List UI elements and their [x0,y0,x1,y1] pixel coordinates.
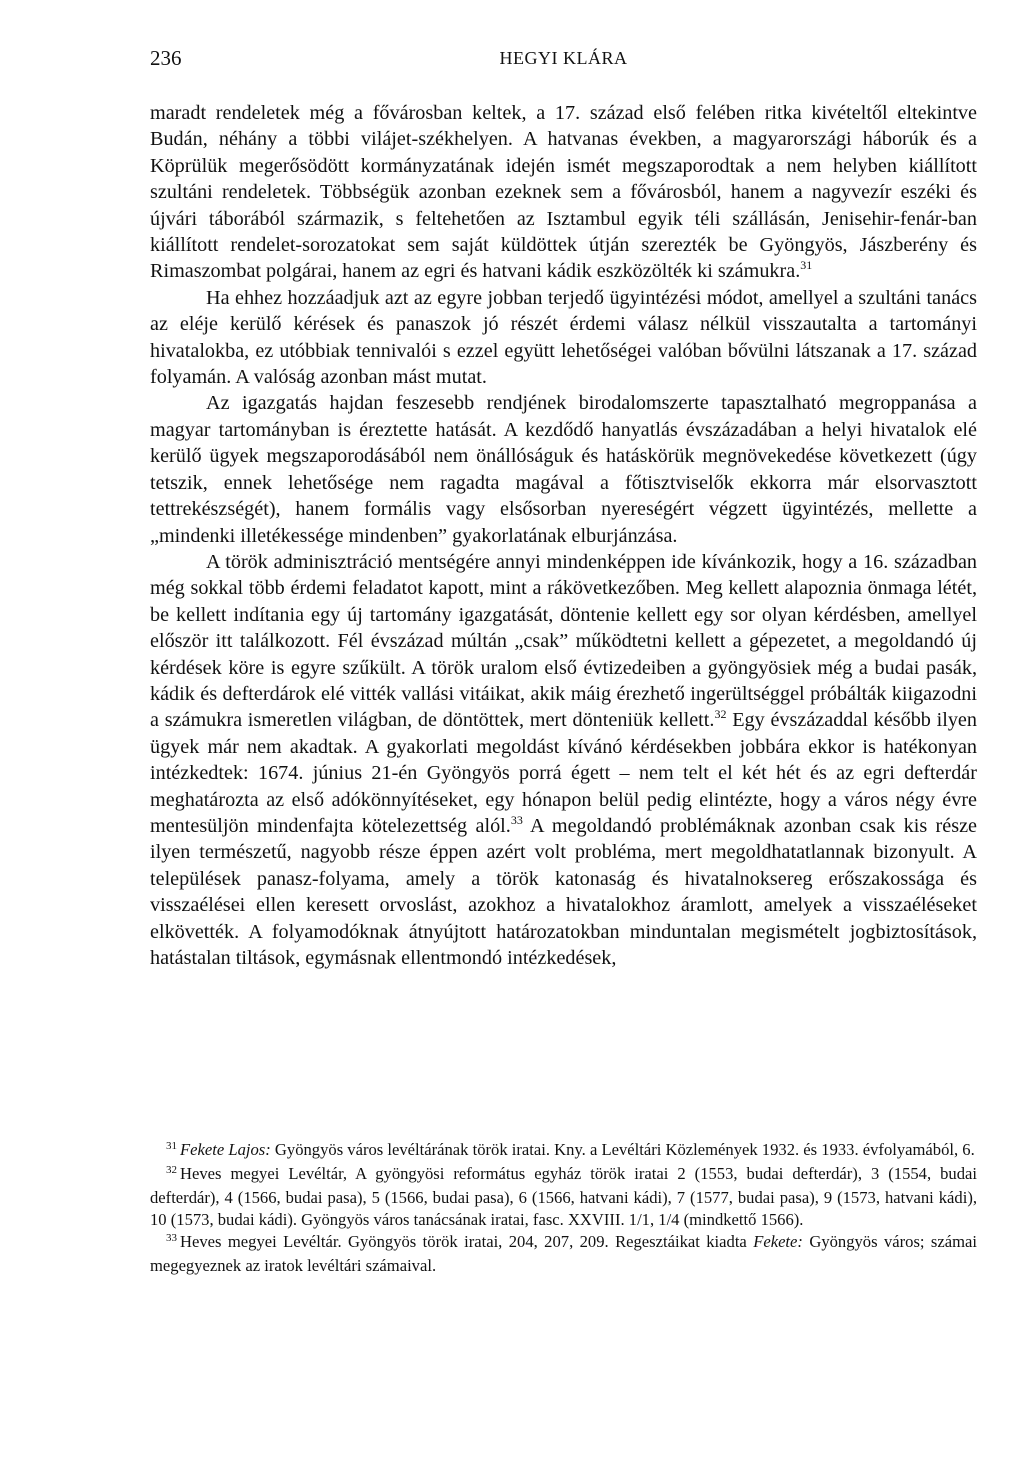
footnote-text: Gyöngyös város levéltárának török iratai. Kny. a Levéltári Közlemények 1932. és 1933. évfolyamából, 6. [270,1140,975,1159]
paragraph-text: Az igazgatás hajdan feszesebb rendjének birodalomszerte tapasztalható megroppanása a magyar tartományban is éreztette hatását. A kezdődő hanyatlás évszázadában a helyi hivatalok elé kerülő ügyek megszaporodásából nem önállóságuk és hatáskörük megnövekedése következett (úgy tetszik, ennek lehetősége nem ragadta magával a főtisztviselők ekkorra már elsorvasztott tettrekészségét), hanem formális vagy elsősorban nyereségért végzett ügyintézés, mellette a „mindenki illetékessége mindenben” gyakorlatának elburjánzása. [150,392,977,547]
footnote-author: Fekete: [753,1232,803,1251]
footnote-text: Heves megyei Levéltár, A gyöngyösi református egyház török iratai 2 (1553, budai defterdár), 3 (1554, budai defterdár), 4 (1566, budai pasa), 5 (1566, budai pasa), 6 (1566, hatvani kádi), 7 (1577, budai pasa), 9 (1573, hatvani kádi), 10 (1573, budai kádi). Gyöngyös város tanácsának iratai, fasc. XXVIII. 1/1, 1/4 (mindkettő 1566). [150,1164,977,1229]
footnote [150,1139,977,1163]
footnote-reference: 32 [714,707,727,722]
footnote-number: 31 [166,1140,177,1152]
footnote-reference: 33 [510,812,523,827]
paragraph-text: Ha ehhez hozzáadjuk azt az egyre jobban terjedő ügyintézési módot, amellyel a szultáni tanács az eléje kerülő kérések és panaszok jó részét érdemi válasz nélkül visszautalta a tartományi hivatalokba, ez utóbbiak tennivalói s ezzel együtt lehetőségei valóban bővülni látszanak a 17. század folyamán. A valóság azonban mást mutat. [150,286,977,389]
footnote-text: Heves megyei Levéltár. Gyöngyös török iratai, 204, 207, 209. Regesztáikat kiadta [180,1232,754,1251]
footnote-reference: 31 [800,258,813,273]
paragraph [150,549,977,972]
footnote-number: 32 [166,1164,177,1176]
paragraph [150,285,977,391]
footnotes [150,1139,977,1277]
body-text [150,100,977,971]
paragraph-text: A török adminisztráció mentségére annyi mindenképpen ide kívánkozik, hogy a 16. században még sokkal több érdemi feladatot kapott, mint a rákövetkezőben. Meg kellett alapoznia önmaga létét, be kellett indítania egy új tartomány igazgatását, döntenie kellett egy sor olyan kérdésben, amellyel először itt találkozott. Fél évszázad múltán „csak” működtetni kellett a gépezetet, a megoldandó új kérdések köre is egyre szűkült. A török uralom első évtizedeiben a gyöngyösiek még a budai pasák, kádik és defterdárok elé vitték vallási vitáikat, akik máig érezhető ingerültséggel próbálták kiigazodni a számukra ismeretlen világban, de döntöttek, mert dönteniük kellett. [150,550,977,732]
footnote [150,1231,977,1277]
paragraph-text: A megoldandó problémáknak azonban csak kis része ilyen természetű, nagyobb része éppen azért volt probléma, mert megoldhatatlannak bizonyult. A települések panasz-folyama, amely a török katonaság és hivatalnoksereg erőszakossága és visszaélései ellen keresett orvoslást, azokhoz a hivatalokhoz áramlott, amelyek a visszaéléseket elkövették. A folyamodóknak átnyújtott határozatokban minduntalan megismételt jogbiztosítások, hatástalan tiltások, egymásnak ellentmondó intézkedések, [150,814,977,969]
footnote-text: Gyöngyös város; számai megegyeznek az iratok levéltári számaival. [150,1232,977,1275]
paragraph-text: maradt rendeletek még a fővárosban keltek, a 17. század első felében ritka kivételtől eltekintve Budán, néhány a többi vilájet-székhelyen. A hatvanas években, a magyarországi háborúk és a Köprülük megerősödött kormányzatának idején ismét megszaporodtak a nem helyben kiállított szultáni rendeletek. Többségük azonban ezeknek sem a fővárosból, hanem a nagyvezír eszéki és újvári táborából származik, s feltehetően az Isztambul egyik téli szállásán, Jenisehir-fenár-ban kiállított rendelet-sorozatokat sem saját küldöttek útján szerezték be Gyöngyös, Jászberény és Rimaszombat polgárai, hanem az egri és hatvani kádik eszközölték ki számukra. [150,102,977,283]
running-head: HEGYI KLÁRA [499,48,628,68]
page-header [150,46,977,76]
paragraph [150,390,977,548]
paragraph-text: Egy évszázaddal később ilyen ügyek már nem akadtak. A gyakorlati megoldást kívánó kérdésekben jobbára ekkor is hatékonyan intézkedtek: 1674. június 21-én Gyöngyös porrá égett – nem telt el két hét és az egri defterdár meghatározta az első adókönnyítéseket, egy hónapon belül pedig elintézte, hogy a város négy évre mentesüljön mindenfajta kötelezettség alól. [150,709,977,837]
footnote [150,1163,977,1231]
footnote-number: 33 [166,1232,177,1244]
paragraph [150,100,977,285]
footnote-author: Fekete Lajos: [180,1140,271,1159]
page-number: 236 [150,46,182,70]
